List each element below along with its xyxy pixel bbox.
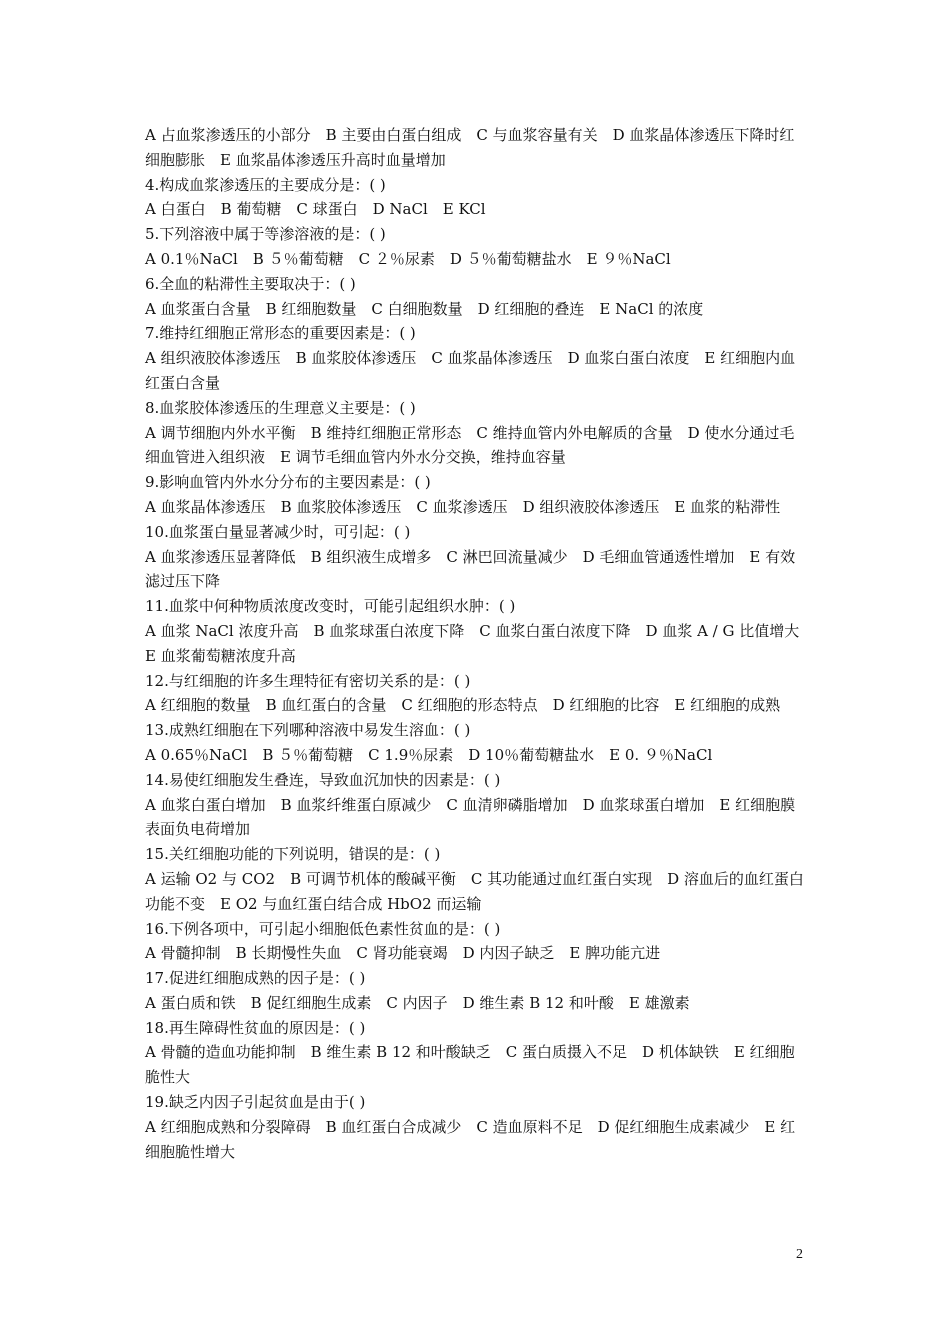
question-line: 4.构成血浆渗透压的主要成分是：( ) <box>145 175 386 194</box>
option-line: A 血浆蛋白含量 B 红细胞数量 C 白细胞数量 D 红细胞的叠连 E NaCl 的浓度 <box>145 299 704 318</box>
question-line: 18.再生障碍性贫血的原因是：( ) <box>145 1018 366 1037</box>
question-line: 15.关红细胞功能的下列说明，错误的是：( ) <box>145 845 441 864</box>
question-line: 17.促进红细胞成熟的因子是：( ) <box>145 969 366 988</box>
option-line: A 白蛋白 B 葡萄糖 C 球蛋白 D NaCl E KCl <box>145 200 486 219</box>
option-line: A 0.1％NaCl B ５％葡萄糖 C ２％尿素 D ５％葡萄糖盐水 E ９％NaCl <box>145 249 671 268</box>
option-line: A 蛋白质和铁 B 促红细胞生成素 C 内因子 D 维生素 B 12 和叶酸 E 雄激素 <box>145 993 690 1012</box>
option-line: A 运输 O2 与 CO2 B 可调节机体的酸碱平衡 C 其功能通过血红蛋白实现 D 溶血后的血红蛋白功能不变 E O2 与血红蛋白结合成 HbO2 而运输 <box>145 869 804 913</box>
option-line: A 0.65％NaCl B ５％葡萄糖 C 1.9％尿素 D 10％葡萄糖盐水 E 0. ９％NaCl <box>145 745 713 764</box>
option-line: A 骨髓抑制 B 长期慢性失血 C 肾功能衰竭 D 内因子缺乏 E 脾功能亢进 <box>145 944 661 963</box>
question-line: 5.下列溶液中属于等渗溶液的是：( ) <box>145 225 386 244</box>
question-line: 12.与红细胞的许多生理特征有密切关系的是：( ) <box>145 671 471 690</box>
option-line: A 调节细胞内外水平衡 B 维持红细胞正常形态 C 维持血管内外电解质的含量 D 使水分通过毛细血管进入组织液 E 调节毛细血管内外水分交换，维持血容量 <box>145 423 795 467</box>
question-line: 13.成熟红细胞在下列哪种溶液中易发生溶血：( ) <box>145 721 471 740</box>
option-line: A 血浆 NaCl 浓度升高 B 血浆球蛋白浓度下降 C 血浆白蛋白浓度下降 D 血浆 A / G 比值增大 E 血浆葡萄糖浓度升高 <box>145 621 815 665</box>
option-line: A 占血浆渗透压的小部分 B 主要由白蛋白组成 C 与血浆容量有关 D 血浆晶体渗透压下降时红细胞膨胀 E 血浆晶体渗透压升高时血量增加 <box>145 126 795 169</box>
question-line: 9.影响血管内外水分分布的主要因素是：( ) <box>145 473 431 492</box>
question-line: 14.易使红细胞发生叠连，导致血沉加快的因素是：( ) <box>145 770 501 789</box>
option-line: A 血浆渗透压显著降低 B 组织液生成增多 C 淋巴回流量减少 D 毛细血管通透性增加 E 有效滤过压下降 <box>145 547 796 591</box>
option-line: A 骨髓的造血功能抑制 B 维生素 B 12 和叶酸缺乏 C 蛋白质摄入不足 D 机体缺铁 E 红细胞脆性大 <box>145 1043 795 1087</box>
question-line: 8.血浆胶体渗透压的生理意义主要是：( ) <box>145 398 416 417</box>
question-line: 19.缺乏内因子引起贫血是由于( ) <box>145 1093 366 1112</box>
question-line: 10.血浆蛋白量显著减少时，可引起：( ) <box>145 522 411 541</box>
question-line: 7.维持红细胞正常形态的重要因素是：( ) <box>145 324 416 343</box>
page-content <box>145 123 815 1164</box>
option-line: A 红细胞成熟和分裂障碍 B 血红蛋白合成减少 C 造血原料不足 D 促红细胞生成素减少 E 红细胞脆性增大 <box>145 1117 796 1161</box>
option-line: A 血浆白蛋白增加 B 血浆纤维蛋白原减少 C 血清卵磷脂增加 D 血浆球蛋白增加 E 红细胞膜表面负电荷增加 <box>145 795 796 839</box>
question-line: 16.下例各项中，可引起小细胞低色素性贫血的是：( ) <box>145 919 501 938</box>
option-line: A 红细胞的数量 B 血红蛋白的含量 C 红细胞的形态特点 D 红细胞的比容 E 红细胞的成熟 <box>145 696 781 715</box>
option-line: A 血浆晶体渗透压 B 血浆胶体渗透压 C 血浆渗透压 D 组织液胶体渗透压 E 血浆的粘滞性 <box>145 497 781 516</box>
question-line: 6.全血的粘滞性主要取决于：( ) <box>145 274 356 293</box>
page-number: 2 <box>796 1247 803 1262</box>
option-line: A 组织液胶体渗透压 B 血浆胶体渗透压 C 血浆晶体渗透压 D 血浆白蛋白浓度 E 红细胞内血红蛋白含量 <box>145 349 796 392</box>
question-line: 11.血浆中何种物质浓度改变时，可能引起组织水肿：( ) <box>145 597 516 616</box>
